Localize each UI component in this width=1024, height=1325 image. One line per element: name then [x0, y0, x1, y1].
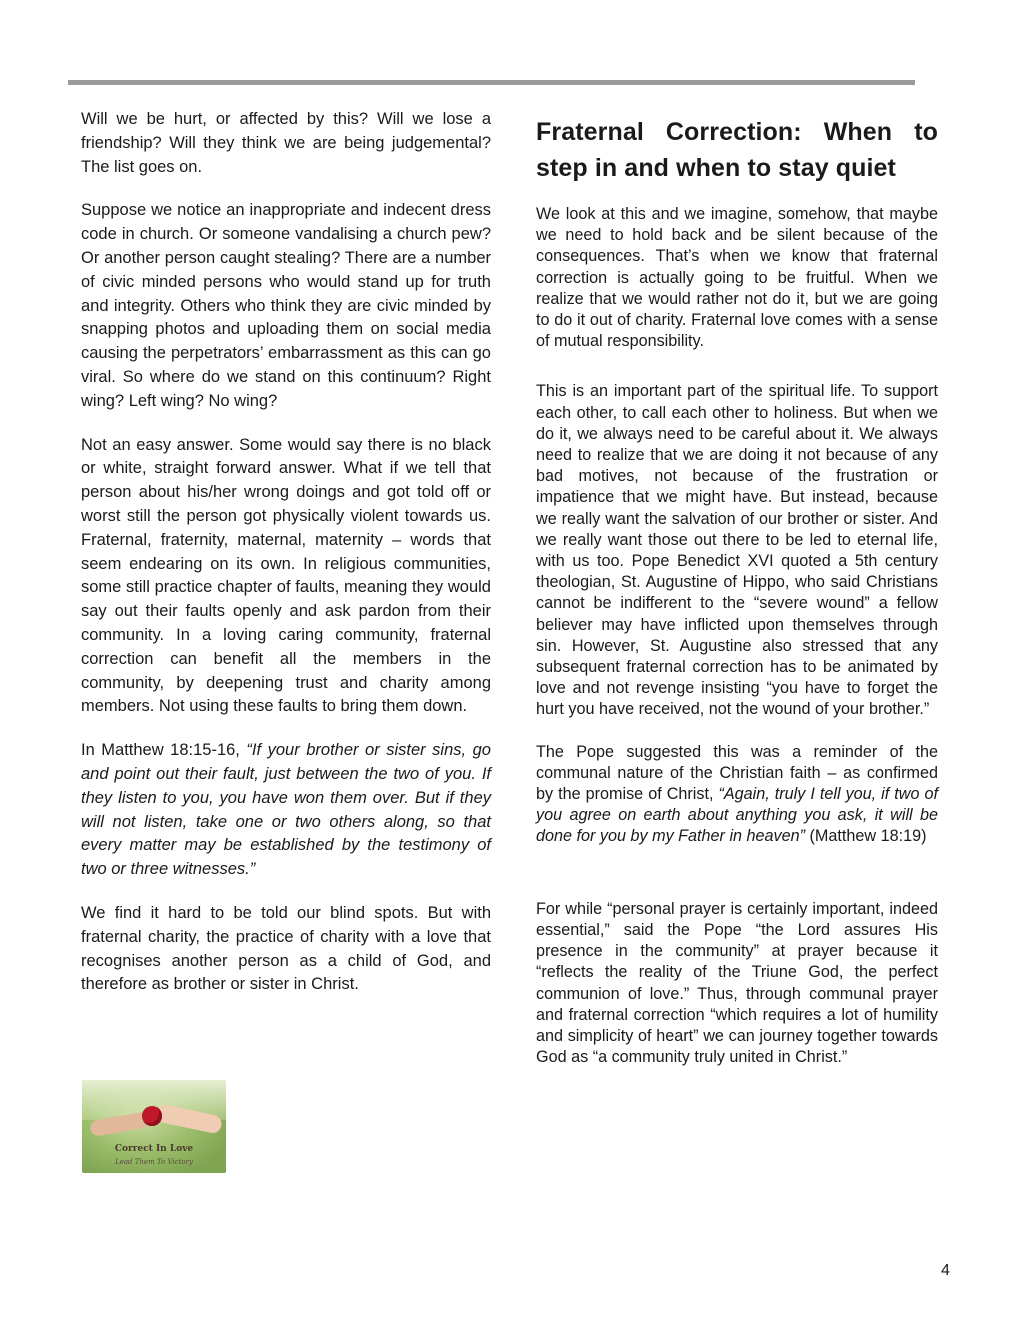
matthew-reference: (Matthew 18:19) [805, 827, 927, 846]
image-caption-subtitle: Lead Them To Victory [115, 1158, 193, 1166]
paragraph-communal-nature [536, 742, 938, 848]
pope-intro: The Pope suggested this was a reminder of the communal nature of the Christian faith – as confirmed by the promise of Christ, [536, 742, 938, 804]
paragraph-spiritual-life: This is an important part of the spiritual life. To support each other, to call each other to holiness. But when we do it, we always need to be careful about it. We always need to realize that we are doing it not because of any bad motives, not because of the frustration or impatience that we might have. But instead, because we really want the salvation of our brother or sister. And we really want those out there to be led to eternal life, with us too. Pope Benedict XVI quoted a 5th century theologian, St. Augustine of Hippo, who said Christians cannot be indifferent to the “severe wound” a fellow believer may have inflicted upon themselves through sin. However, St. Augustine also stressed that any subsequent fraternal correction has to be animated by love and not revenge insisting “you have to forget the hurt you have received, not the wound of your brother.” [536, 382, 938, 719]
left-column [81, 108, 491, 997]
paragraph-consequences: Will we be hurt, or affected by this? Will we lose a friendship? Will they think we are being judgemental? The list goes on. [81, 110, 491, 176]
paragraph-blind-spots: We find it hard to be told our blind spots. But with fraternal charity, the practice of charity with a love that recognises another person as a child of God, and therefore as brother or sister in Christ. [81, 903, 491, 994]
paragraph-civic-minded: Suppose we notice an inappropriate and indecent dress code in church. Or someone vandalising a church pew? Or another person caught stealing? There are a number of civic minded persons who would stand up for truth and integrity. Others who think they are civic minded by snapping photos and uploading them on social media causing the perpetrators’ embarrassment as this can go viral. So where do we stand on this continuum? Right wing? Left wing? No wing? [81, 201, 491, 410]
matthew-scripture-quote: “If your brother or sister sins, go and point out their fault, just between the two of you. If they listen to you, you have won them over. But if they will not listen, take one or two others along, so that every matter may be established by the testimony of two or three witnesses.” [81, 741, 491, 879]
paragraph-not-easy-answer: Not an easy answer. Some would say there is no black or white, straight forward answer. What if we tell that person about his/her wrong doings and got told off or worst still the person got physically violent towards us. Fraternal, fraternity, maternal, maternity – words that seem endearing on its own. In religious communities, some still practice chapter of faults, meaning they would say out their faults openly and ask pardon from their community. In a loving caring community, fraternal correction can benefit all the members in the community, by deepening trust and charity among members. Not using these faults to bring them down. [81, 435, 491, 716]
image-caption-title: Correct In Love [114, 1144, 194, 1154]
christ-promise-quote: “Again, truly I tell you, if two of you agree on earth about anything you ask, it will be done for you by my Father in heaven” [536, 785, 938, 846]
correct-in-love-image [82, 1080, 226, 1173]
matthew-intro: In Matthew 18:15-16, [81, 741, 247, 760]
article-heading: Fraternal Correction: When to step in and when to stay quiet [536, 118, 938, 182]
apple-icon [142, 1106, 162, 1126]
top-divider [68, 80, 915, 85]
paragraph-personal-prayer: For while “personal prayer is certainly important, indeed essential,” said the Pope “the Lord assures His presence in the community” at prayer because it “reflects the reality of the Triune God, the perfect communion of love.” Thus, through communal prayer and fraternal correction “which requires a lot of humility and simplicity of heart” we can journey together towards God as “a community truly united in Christ.” [536, 899, 938, 1067]
right-column [536, 114, 938, 1068]
paragraph-matthew-quote [81, 739, 491, 882]
page-number: 4 [941, 1262, 950, 1279]
paragraph-hold-back: We look at this and we imagine, somehow, that maybe we need to hold back and be silent because of the consequences. That’s when we know that fraternal correction is actually going to be fruitful. When we realize that we would rather not do it, but we are going to do it out of charity. Fraternal love comes with a sense of mutual responsibility. [536, 205, 938, 351]
